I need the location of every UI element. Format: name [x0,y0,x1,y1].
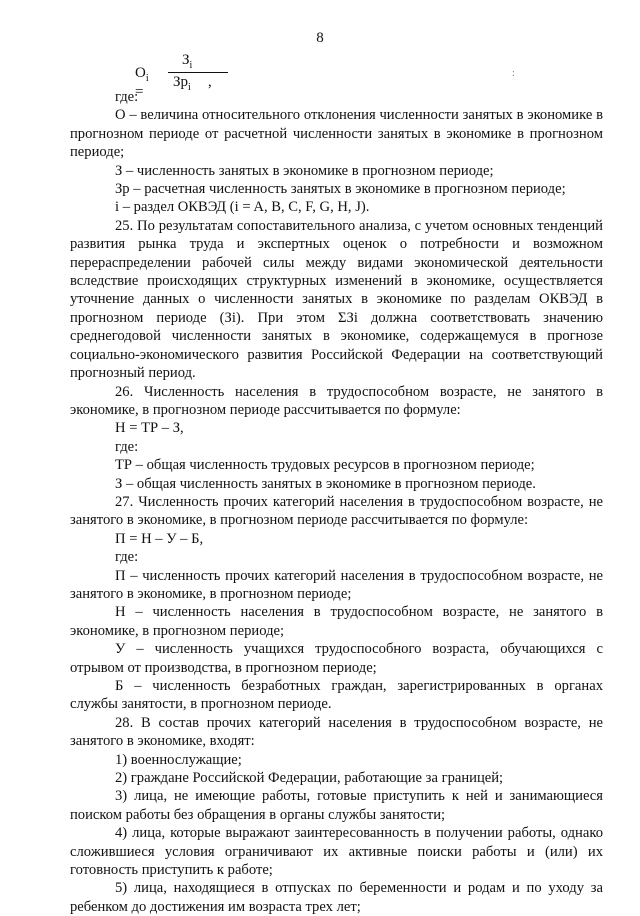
paragraph: О – величина относительного отклонения численности занятых в экономике в прогнозном периоде от расчетной численности занятых в экономике в прогнозном периоде; [70,107,603,161]
page-number: 8 [316,30,324,46]
list-item: 4) лица, которые выражают заинтересованность в получении работы, однако сложившиеся условия ограничивают их активные поиски работы и (или) их готовность приступить к работе; [70,825,603,879]
paragraph: где: [115,549,139,566]
paragraph: 28. В состав прочих категорий населения в трудоспособном возрасте, не занятого в экономике, входят: [70,714,603,750]
formula-line: П = Н – У – Б, [115,530,204,547]
paragraph: ТР – общая численность трудовых ресурсов в прогнозном периоде; [115,457,535,474]
formula-numerator: $З_i$ [182,52,193,71]
paragraph: где: [115,89,139,105]
list-item: 3) лица, не имеющие работы, готовые приступить к ней и занимающиеся поиском работы без обращения в органы службы занятости; [70,788,603,823]
paragraph: П – численность прочих категорий населения в трудоспособном возрасте, не занятого в экономике, в прогнозном периоде; [70,567,603,602]
paragraph: Б – численность безработных граждан, зарегистрированных в органах службы занятости, в прогнозном периоде. [70,678,603,713]
paragraph: 25. По результатам сопоставительного анализа, с учетом основных тенденций развития рынка труда и экспертных оценок о потребности и возможном перераспределении рабочей силы между видами экономической деятельности вследствие происходящих структурных изменений в экономике, осуществляется уточнение данных о численности занятых в экономике по разделам ОКВЭД в прогнозном периоде (Зi). При этом ΣЗi должна соответствовать значению среднегодовой численности занятых в экономике, содержащемуся в прогнозе социально-экономического развития Российской Федерации на соответствующий прогнозный период. [70,217,603,382]
fraction-bar [168,72,228,73]
paragraph: З – численность занятых в экономике в прогнозном периоде; [115,162,494,179]
list-item: 1) военнослужащие; [115,751,242,768]
list-item: 5) лица, находящиеся в отпусках по беременности и родам и по уходу за ребенком до достижения им возраста трех лет; [70,880,603,915]
formula-lhs: $O_i$ = [135,65,149,100]
scan-mark: : [512,68,515,79]
paragraph: где: [115,438,139,455]
paragraph: Н – численность населения в трудоспособном возрасте, не занятого в экономике, в прогнозном периоде; [70,604,603,639]
paragraph: У – численность учащихся трудоспособного возраста, обучающихся с отрывом от производства, в прогнозном периоде; [70,641,603,676]
paragraph: 27. Численность прочих категорий населения в трудоспособном возрасте, не занятого в экономике, в прогнозном периоде рассчитывается по формуле: [70,493,603,529]
document-body [70,88,603,916]
formula-denominator: $Зр_i$ [173,74,191,93]
paragraph: З – общая численность занятых в экономике в прогнозном периоде. [115,475,536,492]
formula-line: Н = ТР – З, [115,420,184,437]
paragraph: Зр – расчетная численность занятых в экономике в прогнозном периоде; [115,181,566,198]
paragraph: 26. Численность населения в трудоспособном возрасте, не занятого в экономике, в прогнозном периоде рассчитывается по формуле: [70,383,603,418]
paragraph: i – раздел ОКВЭД (i = A, B, C, F, G, H, J). [115,199,370,216]
formula-comma: , [208,74,212,90]
list-item: 2) граждане Российской Федерации, работающие за границей; [115,770,504,787]
